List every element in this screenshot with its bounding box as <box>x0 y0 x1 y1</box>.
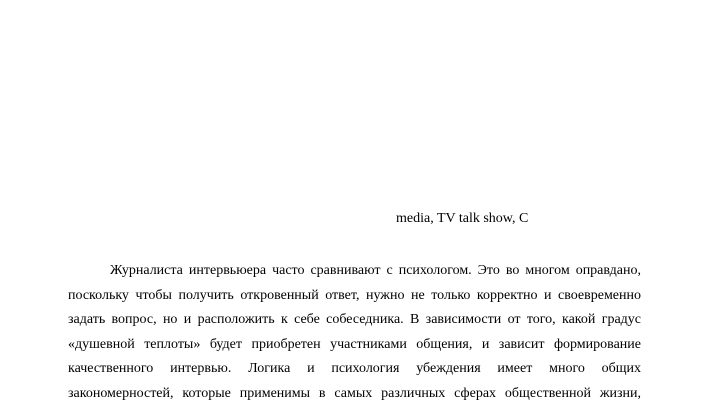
paragraph-line: закономерностей, которые применимы в самых различных сферах общественной жизни, <box>68 382 641 406</box>
body-paragraph <box>68 259 641 406</box>
paragraph-line: «душевной теплоты» будет приобретен участниками общения, и зависит формирование <box>68 333 641 358</box>
keywords-line: media, TV talk show, C <box>396 210 528 228</box>
paragraph-line: Журналиста интервьюера часто сравнивают с психологом. Это во многом оправдано, <box>68 259 641 284</box>
paragraph-line: поскольку чтобы получить откровенный ответ, нужно не только корректно и своевременно <box>68 284 641 309</box>
paragraph-line: задать вопрос, но и расположить к себе собеседника. В зависимости от того, какой градус <box>68 308 641 333</box>
paragraph-line: качественного интервью. Логика и психология убеждения имеет много общих <box>68 357 641 382</box>
